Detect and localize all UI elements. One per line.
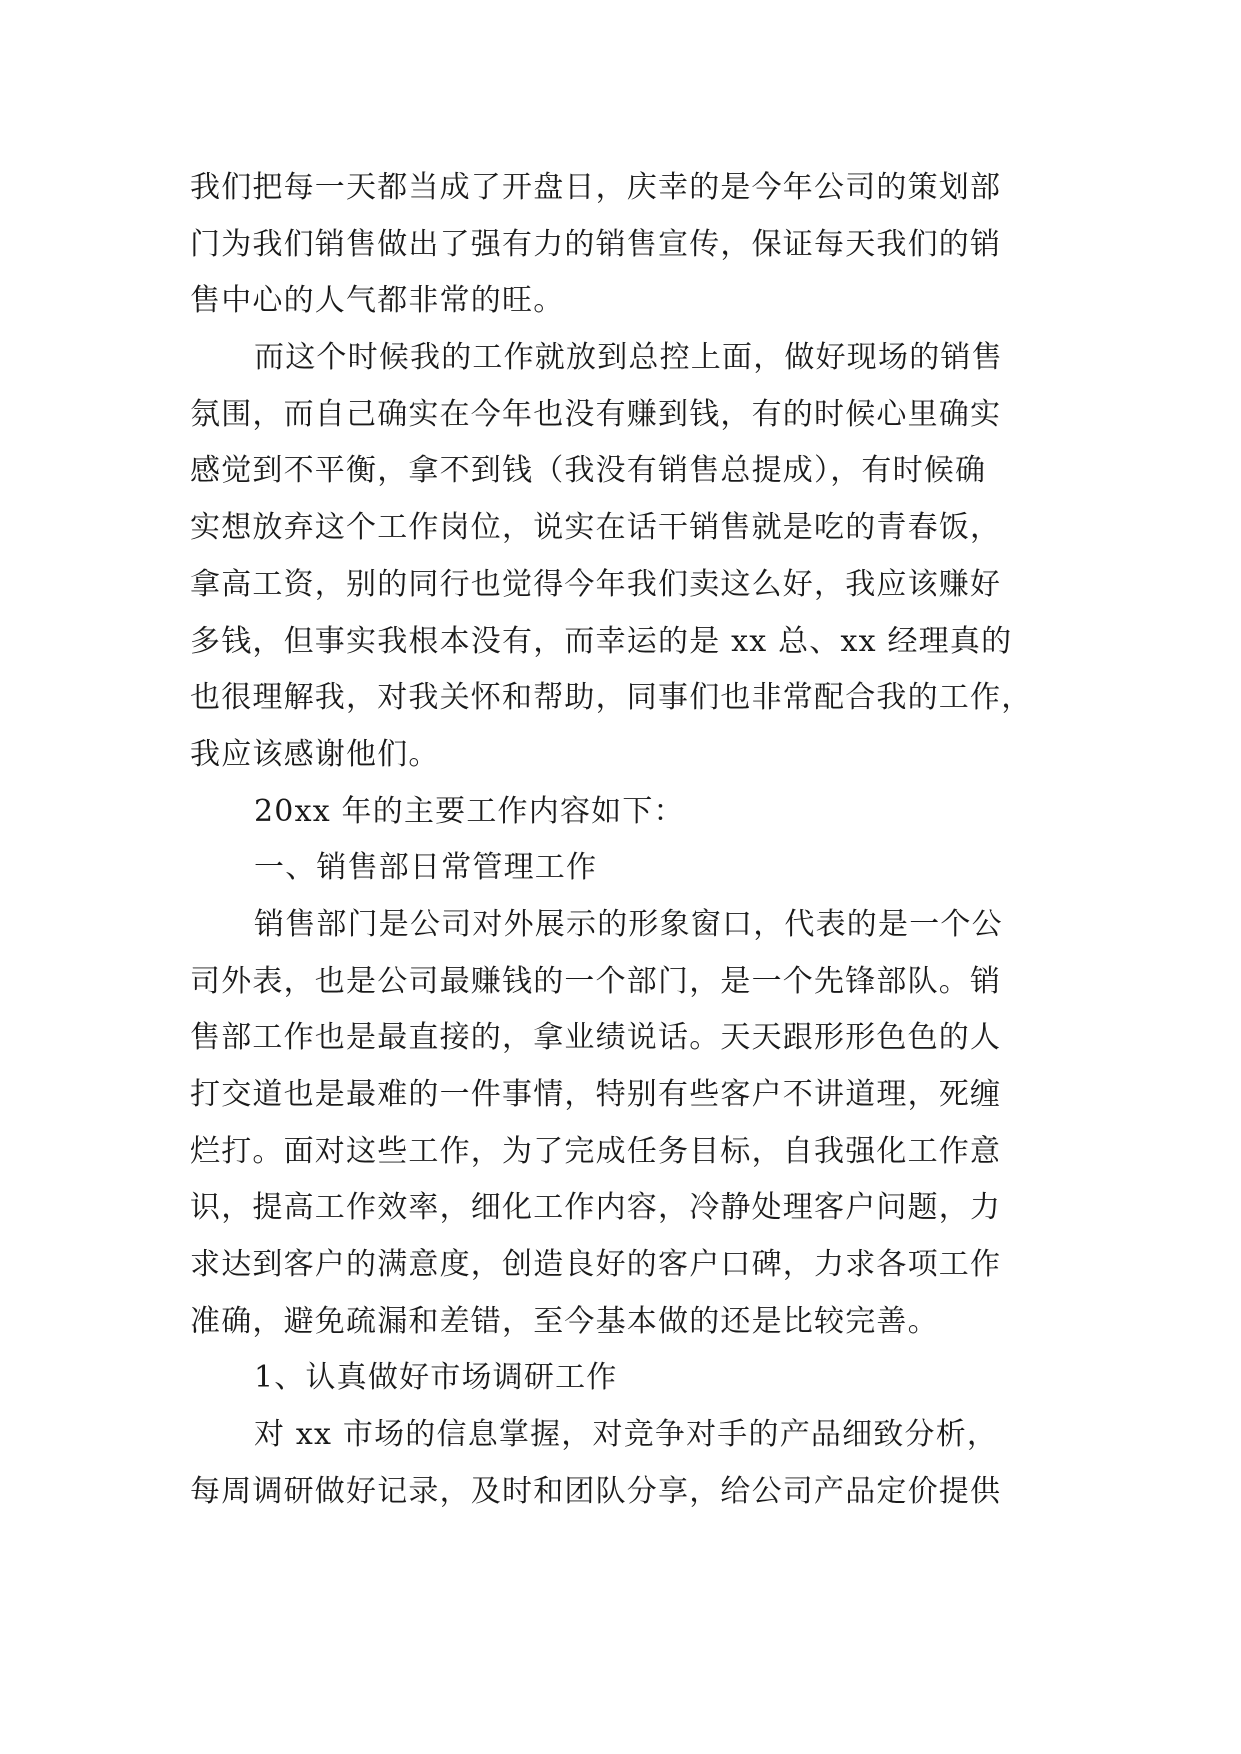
text-line: 售中心的人气都非常的旺。 — [190, 283, 565, 319]
text-line: 多钱，但事实我根本没有，而幸运的是 xx 总、xx 经理真的 — [190, 623, 1013, 659]
text-line: 氛围，而自己确实在今年也没有赚到钱，有的时候心里确实 — [190, 396, 1002, 432]
text-line: 20xx 年的主要工作内容如下： — [254, 793, 685, 829]
subsection-heading: 1、认真做好市场调研工作 — [254, 1360, 618, 1396]
text-line: 而这个时候我的工作就放到总控上面，做好现场的销售 — [254, 340, 1003, 376]
text-line: 也很理解我，对我关怀和帮助，同事们也非常配合我的工作， — [190, 680, 1033, 716]
text-line: 我们把每一天都当成了开盘日，庆幸的是今年公司的策划部 — [190, 170, 1002, 205]
text-line: 门为我们销售做出了强有力的销售宣传，保证每天我们的销 — [190, 226, 1002, 262]
text-line: 感觉到不平衡，拿不到钱（我没有销售总提成），有时候确 — [190, 453, 987, 489]
text-line: 每周调研做好记录，及时和团队分享，给公司产品定价提供 — [190, 1473, 1002, 1509]
text-line: 求达到客户的满意度，创造良好的客户口碑，力求各项工作 — [190, 1247, 1002, 1283]
text-line: 实想放弃这个工作岗位，说实在话干销售就是吃的青春饭， — [190, 510, 1002, 546]
text-line: 拿高工资，别的同行也觉得今年我们卖这么好，我应该赚好 — [190, 566, 1002, 602]
document-body — [190, 160, 1050, 1521]
text-line: 对 xx 市场的信息掌握，对竞争对手的产品细致分析， — [254, 1417, 999, 1453]
text-line: 识，提高工作效率，细化工作内容，冷静处理客户问题，力 — [190, 1190, 1002, 1226]
text-line: 准确，避免疏漏和差错，至今基本做的还是比较完善。 — [190, 1303, 939, 1339]
text-line: 打交道也是最难的一件事情，特别有些客户不讲道理，死缠 — [190, 1077, 1002, 1112]
text-line: 销售部门是公司对外展示的形象窗口，代表的是一个公 — [254, 906, 1003, 942]
text-line: 售部工作也是最直接的，拿业绩说话。天天跟形形色色的人 — [190, 1020, 1002, 1056]
section-heading: 一、销售部日常管理工作 — [254, 850, 598, 886]
text-line: 司外表，也是公司最赚钱的一个部门，是一个先锋部队。销 — [190, 963, 1002, 999]
text-line: 烂打。面对这些工作，为了完成任务目标，自我强化工作意 — [190, 1133, 1002, 1169]
text-line: 我应该感谢他们。 — [190, 736, 440, 772]
